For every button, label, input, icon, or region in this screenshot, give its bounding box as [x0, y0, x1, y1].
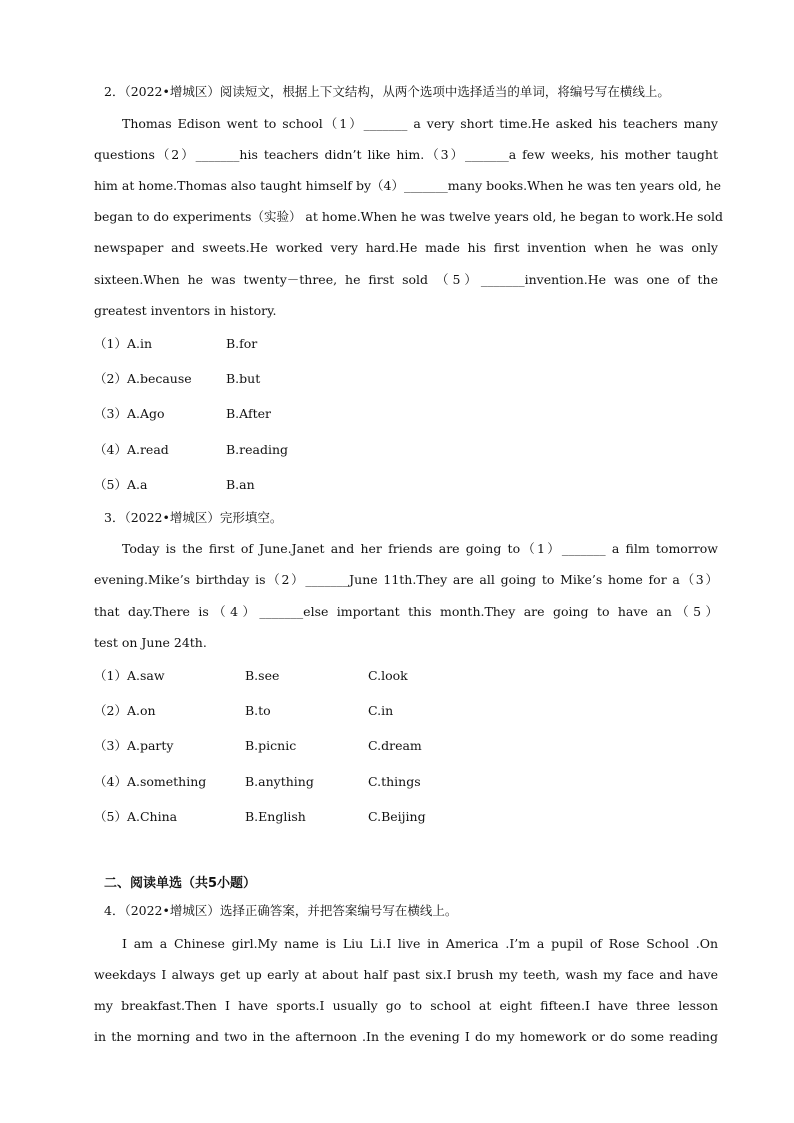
q2-passage-line-1: Thomas Edison went to school（1）_______ a very short time.He asked his teachers many — [122, 116, 718, 131]
q3-passage-line-2: evening.Mike’s birthday is（2）_______June 11th.They are all going to Mike’s home for a（3） — [94, 572, 718, 587]
q2-option-5-a: （5）A.a — [94, 477, 148, 492]
q2-option-3-a: （3）A.Ago — [94, 406, 165, 421]
q3-option-4-b: B.anything — [245, 774, 314, 789]
q3-option-2-b: B.to — [245, 703, 271, 718]
question-4-header: 4．（2022•增城区）选择正确答案，并把答案编号写在横线上。 — [104, 903, 458, 918]
q3-option-2-a: （2）A.on — [94, 703, 156, 718]
q4-passage-line-4: in the morning and two in the afternoon .In the evening I do my homework or do some reading — [94, 1029, 718, 1044]
q2-option-1-a: （1）A.in — [94, 336, 153, 351]
question-2-header: 2．（2022•增城区）阅读短文，根据上下文结构，从两个选项中选择适当的单词，将编号写在横线上。 — [104, 84, 670, 99]
q3-option-5-a: （5）A.China — [94, 809, 178, 824]
q3-option-5-b: B.English — [245, 809, 306, 824]
q2-option-4-a: （4）A.read — [94, 442, 169, 457]
q2-passage-line-4: began to do experiments（实验） at home.When he was twelve years old, he began to work.He sold — [94, 209, 724, 224]
q3-option-4-c: C.things — [368, 774, 421, 789]
section-title: 二、阅读单选（共5小题） — [104, 876, 257, 891]
q2-passage-line-7: greatest inventors in history. — [94, 303, 277, 318]
q2-option-2-a: （2）A.because — [94, 371, 192, 386]
q2-option-5-b: B.an — [226, 477, 255, 492]
q2-passage-line-6: sixteen.When he was twenty－three, he first sold （5）_______invention.He was one of the — [94, 272, 718, 287]
q3-option-5-c: C.Beijing — [368, 809, 426, 824]
q2-option-1-b: B.for — [226, 336, 258, 351]
q4-passage-line-3: my breakfast.Then I have sports.I usually go to school at eight fifteen.I have three lesson — [94, 998, 718, 1013]
q3-option-1-a: （1）A.saw — [94, 668, 165, 683]
q2-passage-line-2: questions（2）_______his teachers didn’t like him.（3）_______a few weeks, his mother taught — [94, 147, 718, 162]
q4-passage-line-1: I am a Chinese girl.My name is Liu Li.I live in America .I’m a pupil of Rose School .On — [122, 936, 718, 951]
q2-passage-line-3: him at home.Thomas also taught himself by（4）_______many books.When he was ten years old, he — [94, 178, 722, 193]
q2-option-4-b: B.reading — [226, 442, 289, 457]
q2-option-3-b: B.After — [226, 406, 271, 421]
q3-passage-line-3: that day.There is（4）_______else important this month.They are going to have an（5） — [94, 604, 718, 619]
q2-passage-line-5: newspaper and sweets.He worked very hard.He made his first invention when he was only — [94, 240, 718, 255]
q3-option-3-b: B.picnic — [245, 738, 297, 753]
q3-option-1-b: B.see — [245, 668, 280, 683]
q3-option-4-a: （4）A.something — [94, 774, 207, 789]
question-3-header: 3．（2022•增城区）完形填空。 — [104, 510, 283, 525]
q3-option-3-a: （3）A.party — [94, 738, 174, 753]
q3-option-2-c: C.in — [368, 703, 394, 718]
q3-passage-line-4: test on June 24th. — [94, 635, 207, 650]
q3-passage-line-1: Today is the first of June.Janet and her friends are going to（1）_______ a film tomorrow — [122, 541, 718, 556]
q3-option-3-c: C.dream — [368, 738, 422, 753]
q2-option-2-b: B.but — [226, 371, 261, 386]
q4-passage-line-2: weekdays I always get up early at about half past six.I brush my teeth, wash my face and have — [94, 967, 718, 982]
q3-option-1-c: C.look — [368, 668, 408, 683]
